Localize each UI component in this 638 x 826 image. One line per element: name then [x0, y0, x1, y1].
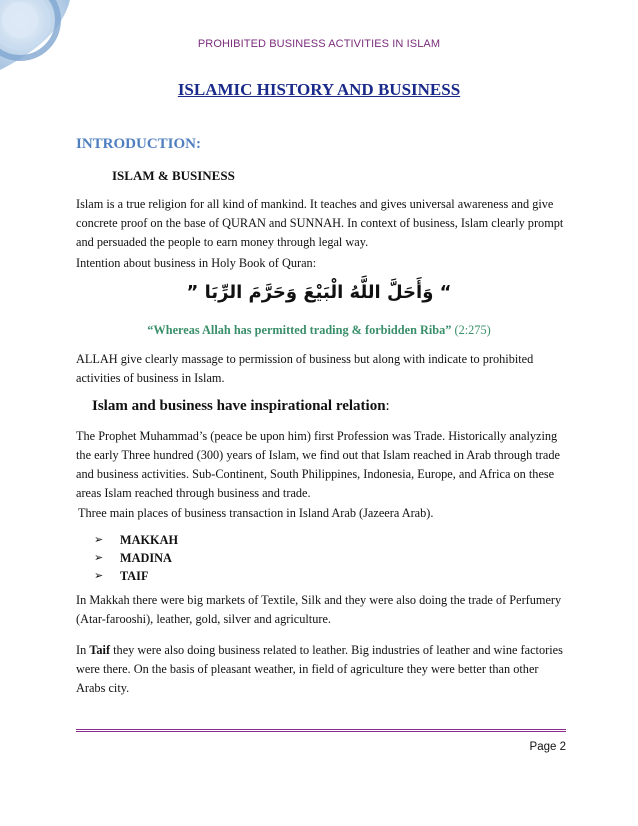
places-list — [94, 531, 178, 585]
footer-divider — [76, 729, 566, 732]
arabic-verse: “ وَأَحَلَّ اللَّهُ الْبَيْعَ وَحَرَّمَ الرِّبَا ” — [186, 282, 452, 303]
place-name: MADINA — [120, 551, 172, 565]
arrow-bullet-icon: ➢ — [94, 569, 104, 582]
verse-reference: (2:275) — [454, 323, 491, 337]
list-item — [94, 567, 178, 585]
list-item — [94, 549, 178, 567]
paragraph-three-places: Three main places of business transaction in Island Arab (Jazeera Arab). — [78, 506, 434, 520]
arrow-bullet-icon: ➢ — [94, 533, 104, 546]
arrow-bullet-icon: ➢ — [94, 551, 104, 564]
document-title: ISLAMIC HISTORY AND BUSINESS — [177, 80, 461, 99]
taif-bold: Taif — [89, 643, 111, 657]
page-number: Page 2 — [529, 741, 566, 753]
taif-rest: they were also doing business related to leather. Big industries of leather and wine factories were there. On the basis of pleasant weather, in field of agriculture they were better than other Arabs city. — [76, 643, 563, 695]
place-name: MAKKAH — [120, 533, 179, 547]
heading-colon: : — [385, 398, 390, 414]
paragraph-prophet-trade: The Prophet Muhammad’s (peace be upon him) first Profession was Trade. Historically analyzing the early Three hundred (300) years of Islam, we find out that Islam reached in Arab through trade and business activities. Sub-Continent, South Philippines, Indonesia, Europe, and Africa on these areas Islam reached through business and trade. — [76, 429, 560, 500]
verse-quote: “Whereas Allah has permitted trading & forbidden Riba” — [147, 323, 452, 337]
inspirational-relation-heading — [92, 398, 390, 415]
islam-business-heading: ISLAM & BUSINESS — [112, 168, 235, 183]
paragraph-makkah-markets: In Makkah there were big markets of Textile, Silk and they were also doing the trade of Perfumery (Atar-farooshi), leather, gold, silver and agriculture. — [76, 593, 562, 626]
inspirational-relation-text: Islam and business have inspirational relation — [92, 398, 386, 414]
paragraph-allah-permission: ALLAH give clearly massage to permission of business but along with indicate to prohibited activities of business in Islam. — [76, 352, 534, 385]
running-header: PROHIBITED BUSINESS ACTIVITIES IN ISLAM — [197, 38, 441, 50]
introduction-heading: INTRODUCTION: — [76, 136, 202, 152]
paragraph-intention: Intention about business in Holy Book of Quran: — [76, 256, 317, 270]
paragraph-islam-true-religion: Islam is a true religion for all kind of mankind. It teaches and gives universal awareness and give concrete proof on the base of QURAN and SUNNAH. In context of business, Islam clearly prompt and persuaded the people to earn money through legal way. — [76, 197, 564, 249]
verse-translation — [0, 323, 638, 338]
list-item — [94, 531, 178, 549]
place-name: TAIF — [120, 569, 149, 583]
paragraph-taif-business — [76, 641, 566, 698]
taif-lead: In — [76, 643, 90, 657]
